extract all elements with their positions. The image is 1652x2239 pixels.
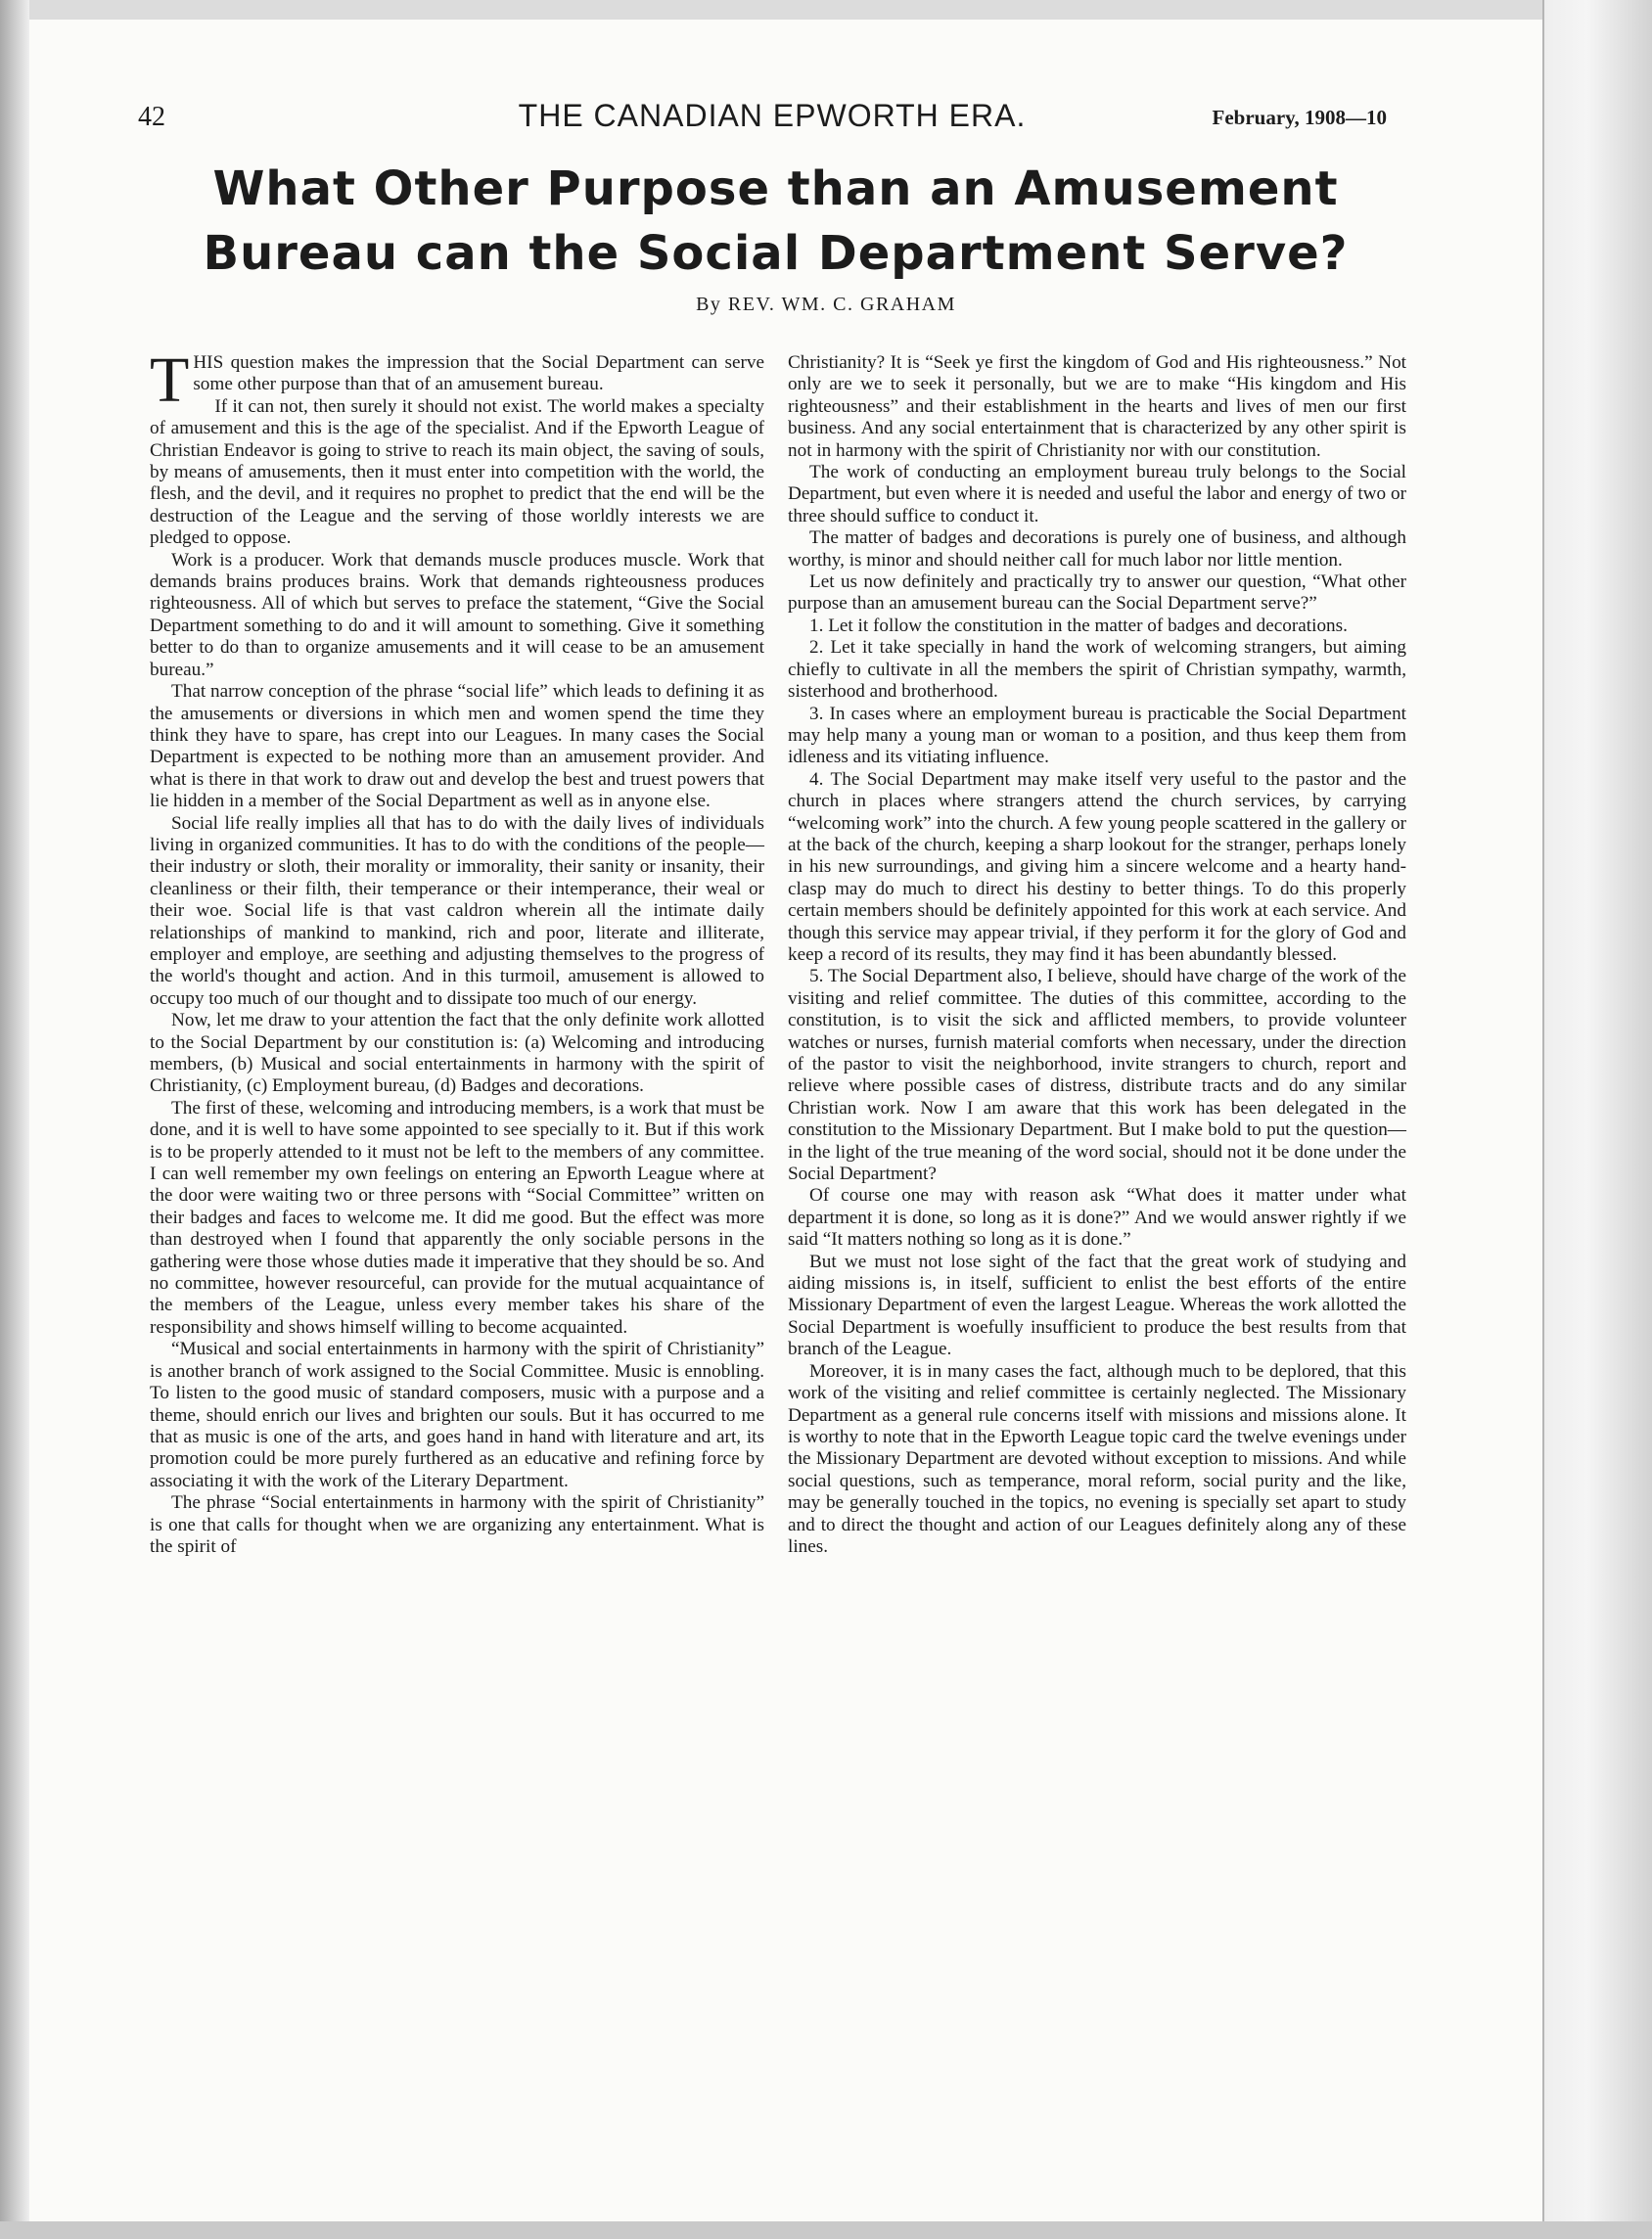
scan-margin-left [0,0,29,2239]
article-title-line-1: What Other Purpose than an Amusement [212,161,1339,216]
article-paragraph: That narrow conception of the phrase “social life” which leads to defining it as the amusements or diversions in which men and women spend the time they think they have to spare, has crept into our Leagues. In many cases the Social Department is expected to be nothing more than an amusement provider. And what is there in that work to draw out and develop the best and truest powers that lie hidden in a member of the Social Department as well as in anyone else. [150,681,764,812]
article-paragraph: Moreover, it is in many cases the fact, although much to be deplored, that this work of the visiting and relief committee is certainly neglected. The Missionary Department as a general rule concerns itself with missions and missions alone. It is worthy to note that in the Epworth League topic card the twelve evenings under the Missionary Department are devoted without exception to missions. And while social questions, such as temperance, moral reform, social purity and the like, may be generally touched in the topics, no evening is specially set apart to study and to direct the thought and action of our Leagues definitely along any of these lines. [788,1360,1406,1557]
numbered-point: 3. In cases where an employment bureau is practicable the Social Department may help many a young man or woman to a position, and thus keep them from idleness and its vitiating influence. [788,703,1406,768]
article-paragraph: Social life really implies all that has to do with the daily lives of individuals living in organized communities. It has to do with the conditions of the people—their industry or sloth, their morality or immorality, their sanity or insanity, their cleanliness or their filth, their temperance or their intemperance, their weal or their woe. Social life is that vast caldron wherein all the intimate daily relationships of mankind to mankind, rich and poor, literate and illiterate, employer and employe, are seething and adjusting themselves to the progress of the world's thought and action. And in this turmoil, amusement is allowed to occupy too much of our thought and to dissipate too much of our energy. [150,812,764,1009]
text-column-right [788,352,1406,1558]
article-paragraph: Work is a producer. Work that demands muscle produces muscle. Work that demands brains produces brains. Work that demands righteousness produces righteousness. All of which but serves to preface the statement, “Give the Social Department something to do and it will amount to something. Give it something better to do than to organize amusements and it will cease to be an amusement bureau.” [150,549,764,680]
numbered-point: 1. Let it follow the constitution in the matter of badges and decorations. [809,615,1348,636]
byline: By REV. WM. C. GRAHAM [696,294,956,315]
article-paragraph: Of course one may with reason ask “What does it matter under what department it is done, so long as it is done?” And we would answer rightly if we said “It matters nothing so long as it is done.” [788,1185,1406,1251]
article-paragraph: “Musical and social entertainments in harmony with the spirit of Christianity” is another branch of work assigned to the Social Committee. Music is ennobling. To listen to the good music of standard composers, music with a purpose and a theme, should enrich our lives and brighten our souls. But it has occurred to me that as music is one of the arts, and goes hand in hand with literature and art, its promotion could be more purely furthered as an educative and refining force by associating it with the work of the Literary Department. [150,1339,764,1491]
article-paragraph [150,344,764,416]
article-paragraph: Now, let me draw to your attention the fact that the only definite work allotted to the Social Department by our constitution is: (a) Welcoming and introducing members, (b) Musical and social entertainments in harmony with the spirit of Christianity, (c) Employment bureau, (d) Badges and decorations. [150,1010,764,1097]
article-paragraph: Let us now definitely and practically try to answer our question, “What other purpose than an amusement bureau can the Social Department serve?” [788,571,1406,615]
article-paragraph: The phrase “Social entertainments in harmony with the spirit of Christianity” is one that calls for thought when we are organizing any entertainment. What is the spirit of [150,1492,764,1557]
article-paragraph: But we must not lose sight of the fact that the great work of studying and aiding missions is, in itself, sufficient to enlist the best efforts of the entire Missionary Department of even the largest League. Whereas the work allotted the Social Department is woefully insufficient to produce the best results from that branch of the League. [788,1251,1406,1360]
numbered-point: 2. Let it take specially in hand the work of welcoming strangers, but aiming chiefly to cultivate in all the members the spirit of Christian sympathy, warmth, sisterhood and brotherhood. [788,637,1406,703]
article-title-line-2: Bureau can the Social Department Serve? [203,226,1349,281]
article-paragraph: Christianity? It is “Seek ye first the kingdom of God and His righteousness.” Not only are we to seek it personally, but we are to make “His kingdom and His righteousness” and their establishment in the hearts and lives of men our first business. And any social entertainment that is characterized by any other spirit is not in harmony with the spirit of Christianity nor with our constitution. [788,352,1406,461]
scan-margin-right [1542,0,1652,2239]
page-number: 42 [138,102,165,132]
text-column-left [150,344,764,1558]
journal-title: THE CANADIAN EPWORTH ERA. [518,98,1027,133]
paragraph-text: HIS question makes the impression that the Social Department can serve some other purpose than that of an amusement bureau. [193,352,764,395]
article-paragraph: If it can not, then surely it should not exist. The world makes a specialty of amusement and this is the age of the specialist. And if the Epworth League of Christian Endeavor is going to strive to reach its main object, the saving of souls, by means of amusements, then it must enter into competition with the world, the flesh, and the devil, and it requires no prophet to predict that the end will be the destruction of the League and the serving of those worldly interests we are pledged to oppose. [150,395,764,549]
issue-date: February, 1908—10 [1212,106,1387,129]
numbered-point: 4. The Social Department may make itself very useful to the pastor and the church in places where strangers attend the church services, by carrying “welcoming work” into the church. A few young people scattered in the gallery or at the back of the church, keeping a sharp lookout for the stranger, perhaps lonely in his new surroundings, and giving him a sincere welcome and a hearty hand-clasp may do much to direct his destiny to better things. To do this properly certain members should be definitely appointed for this work at each service. And though this service may appear trivial, if they perform it for the glory of God and keep a record of its results, they may find it has been abundantly blessed. [788,768,1406,965]
article-title [137,157,1414,286]
running-head [138,98,1406,137]
scan-margin-bottom [0,2221,1652,2239]
numbered-point: 5. The Social Department also, I believe, should have charge of the work of the visiting and relief committee. The duties of this committee, according to the constitution, is to visit the sick and afflicted members, to provide volunteer watches or nurses, furnish material comforts when necessary, under the direction of the pastor to visit the neighborhood, invite strangers to church, report and relieve where possible cases of distress, distribute tracts and do any similar Christian work. Now I am aware that this work has been delegated in the constitution to the Missionary Department. But I make bold to put the question—in the light of the true meaning of the word social, should not it be done under the Social Department? [788,966,1406,1185]
article-paragraph: The first of these, welcoming and introducing members, is a work that must be done, and it is well to have some appointed to see specially to it. But if this work is to be properly attended to it must not be left to the members of any committee. I can well remember my own feelings on entering an Epworth League where at the door were waiting two or three persons with “Social Committee” written on their badges and faces to welcome me. It did me good. But the effect was more than destroyed when I found that apparently the only sociable persons in the gathering were those whose duties made it imperative that they should be so. And no committee, however resourceful, can provide for the mutual acquaintance of the members of the League, unless every member takes his share of the responsibility and shows himself willing to become acquainted. [150,1097,764,1338]
article-paragraph: The work of conducting an employment bureau truly belongs to the Social Department, but even where it is needed and useful the labor and energy of two or three should suffice to conduct it. [788,462,1406,526]
article-paragraph: The matter of badges and decorations is purely one of business, and although worthy, is minor and should neither call for much labor nor little mention. [788,527,1406,571]
drop-cap: T [150,344,190,416]
